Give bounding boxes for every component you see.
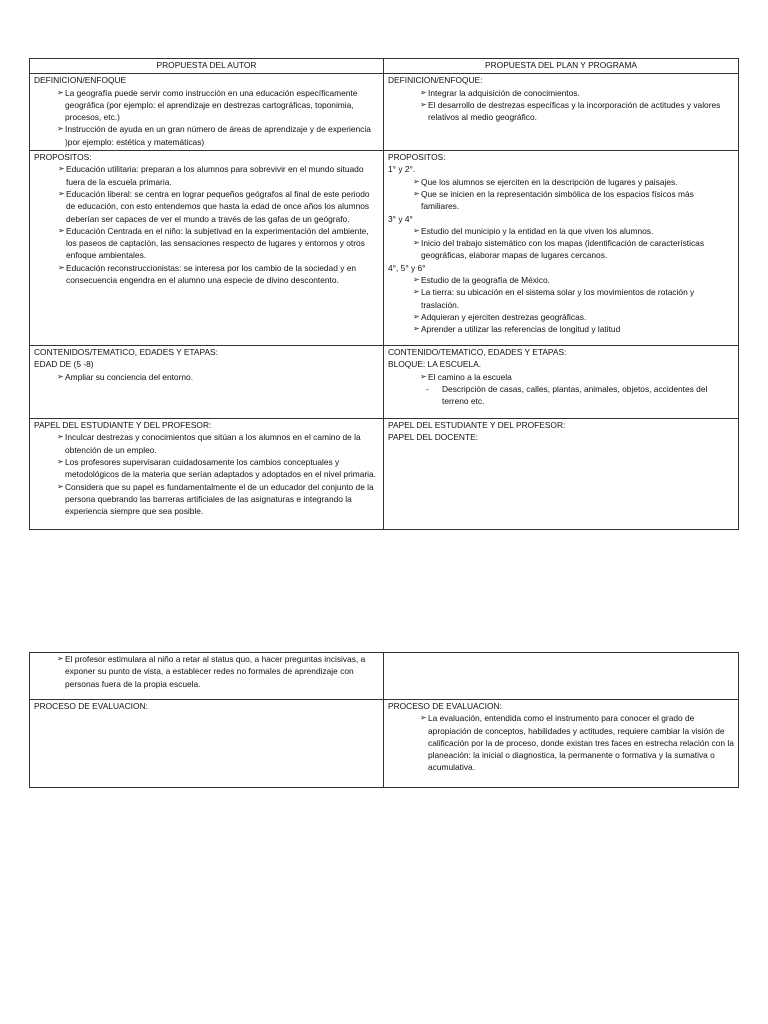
list-item: ➢ La tierra: su ubicación en el sistema solar y los movimientos de rotación y traslación. bbox=[413, 287, 695, 310]
list-item: ➢ Inculcar destrezas y conocimientos que sitúan a los alumnos en el camino de la obtención de un empleo. bbox=[57, 432, 361, 455]
bullet-list bbox=[34, 653, 379, 690]
grade-label: 4°, 5° y 6° bbox=[388, 262, 426, 273]
list-item: ➢ Que se inicien en la representación simbólica de los espacios físicos más familiares. bbox=[413, 188, 694, 212]
cell-eval-plan bbox=[384, 700, 739, 788]
arrow-bullet-icon: ➢ bbox=[57, 87, 64, 97]
arrow-bullet-icon: ➢ bbox=[413, 238, 420, 248]
bullet-list bbox=[34, 87, 379, 148]
cell-papel-plan bbox=[384, 419, 739, 530]
bullet-list bbox=[388, 176, 734, 213]
grade-label: 1° y 2°. bbox=[388, 164, 416, 175]
bullet-list bbox=[388, 712, 734, 773]
bullet-list bbox=[388, 225, 734, 262]
row-papel-continued bbox=[30, 653, 739, 700]
dash-bullet: - bbox=[426, 383, 429, 394]
cell-def-plan bbox=[384, 74, 739, 151]
age-label: EDAD DE (5 -8) bbox=[34, 359, 94, 370]
cell-cont-author bbox=[30, 346, 384, 419]
list-item: ➢ Los profesores supervisaran cuidadosamente los cambios conceptuales y metodológicos de la materia que serían adaptados y adoptados en el nivel primaria. bbox=[57, 456, 376, 480]
list-item: ➢ Estudio del municipio y la entidad en la que viven los alumnos. bbox=[413, 225, 654, 236]
arrow-bullet-icon: ➢ bbox=[413, 176, 420, 186]
bullet-list bbox=[34, 371, 379, 383]
section-title: PROPOSITOS: bbox=[34, 152, 92, 163]
row-definicion bbox=[30, 74, 739, 151]
section-title: CONTENIDO/TEMATICO, EDADES Y ETAPAS: bbox=[388, 347, 567, 358]
section-title: PAPEL DEL ESTUDIANTE Y DEL PROFESOR: bbox=[388, 420, 566, 431]
arrow-bullet-icon: ➢ bbox=[413, 311, 420, 321]
arrow-bullet-icon: ➢ bbox=[57, 371, 64, 381]
arrow-bullet-icon: ➢ bbox=[413, 324, 420, 334]
grade-label: 3° y 4° bbox=[388, 213, 413, 224]
arrow-bullet-icon: ➢ bbox=[420, 87, 427, 97]
bullet-list bbox=[388, 371, 734, 383]
arrow-bullet-icon: ➢ bbox=[413, 225, 420, 235]
cell-papel-author-cont bbox=[30, 653, 384, 700]
arrow-bullet-icon: ➢ bbox=[57, 456, 64, 466]
comparison-table-page2 bbox=[29, 652, 739, 788]
list-item: ➢ Aprender a utilizar las referencias de longitud y latitud bbox=[413, 324, 621, 335]
arrow-bullet-icon: ➢ bbox=[58, 164, 65, 174]
dash-list bbox=[388, 383, 734, 408]
arrow-bullet-icon: ➢ bbox=[413, 275, 420, 285]
list-item: ➢ Educación utilitaria: preparan a los alumnos para sobrevivir en el mundo situado fuera de la escuela primaria. bbox=[58, 164, 364, 187]
list-item: ➢ El desarrollo de destrezas específicas y la incorporación de actitudes y valores relativos al medio geográfico. bbox=[420, 99, 721, 123]
list-item: - Descripción de casas, calles, plantas, animales, objetos, accidentes del terreno etc. bbox=[426, 383, 708, 407]
cell-prop-author bbox=[30, 151, 384, 346]
bullet-list bbox=[34, 431, 379, 517]
arrow-bullet-icon: ➢ bbox=[57, 432, 64, 442]
teacher-label: PAPEL DEL DOCENTE: bbox=[388, 432, 478, 443]
cell-def-author bbox=[30, 74, 384, 151]
arrow-bullet-icon: ➢ bbox=[57, 654, 64, 663]
list-item: ➢ La evaluación, entendida como el instrumento para conocer el grado de apropiación de conceptos, habilidades y actitudes, requiere cambiar la visión de calificación por la de proceso, donde existan tres faces en estrecha relación con la planeación: la inicial o diagnostica, la permanente o formativa y la sumativa o acumulativa. bbox=[420, 713, 734, 773]
list-item: ➢ Inicio del trabajo sistemático con los mapas (identificación de características geográficas, elaborar mapas de lugares cercanos. bbox=[413, 238, 705, 261]
arrow-bullet-icon: ➢ bbox=[58, 262, 65, 272]
list-item: ➢ Educación reconstruccionistas: se interesa por los cambio de la sociedad y en consecuencia engendra en el alumno una especie de divino descontento. bbox=[58, 262, 357, 286]
header-plan: PROPUESTA DEL PLAN Y PROGRAMA bbox=[384, 59, 739, 74]
arrow-bullet-icon: ➢ bbox=[57, 124, 64, 134]
row-papel bbox=[30, 419, 739, 530]
list-item: ➢ La geografía puede servir como instrucción en una educación específicamente geográfica (por ejemplo: el aprendizaje en destrezas cartográficas, toponimia, procesos, etc.) bbox=[57, 87, 358, 123]
row-contenidos bbox=[30, 346, 739, 419]
arrow-bullet-icon: ➢ bbox=[420, 99, 427, 109]
block-label: BLOQUE: LA ESCUELA. bbox=[388, 359, 482, 370]
section-title: PROCESO DE EVALUACION: bbox=[388, 701, 502, 711]
list-item: ➢ Integrar la adquisición de conocimientos. bbox=[420, 87, 580, 98]
list-item: ➢ Instrucción de ayuda en un gran número de áreas de aprendizaje y de experiencia )por ejemplo: estética y matemáticas) bbox=[57, 124, 371, 147]
arrow-bullet-icon: ➢ bbox=[57, 481, 64, 491]
arrow-bullet-icon: ➢ bbox=[413, 188, 420, 198]
cell-prop-plan bbox=[384, 151, 739, 346]
list-item: ➢ El profesor estimulara al niño a retar al status quo, a hacer preguntas incisivas, a exponer su punto de vista, a establecer redes no formales de aprendizaje con personas fuera de la propia escuela. bbox=[57, 654, 366, 689]
list-item: ➢ Ampliar su conciencia del entorno. bbox=[57, 371, 194, 382]
section-title: DEFINICION/ENFOQUE bbox=[34, 75, 127, 86]
arrow-bullet-icon: ➢ bbox=[420, 371, 427, 381]
arrow-bullet-icon: ➢ bbox=[413, 287, 420, 297]
arrow-bullet-icon: ➢ bbox=[58, 188, 65, 198]
row-propositos bbox=[30, 151, 739, 346]
cell-papel-author bbox=[30, 419, 384, 530]
section-title: PROCESO DE EVALUACION: bbox=[34, 701, 148, 711]
header-row bbox=[30, 59, 739, 74]
list-item: ➢ Que los alumnos se ejerciten en la descripción de lugares y paisajes. bbox=[413, 176, 678, 187]
list-item: ➢ Estudio de la geografía de México. bbox=[413, 275, 550, 286]
bullet-list bbox=[34, 163, 379, 286]
header-author: PROPUESTA DEL AUTOR bbox=[30, 59, 384, 74]
cell-cont-plan bbox=[384, 346, 739, 419]
section-title: PROPOSITOS: bbox=[388, 152, 446, 163]
list-item: ➢ El camino a la escuela bbox=[420, 371, 512, 382]
bullet-list bbox=[388, 274, 734, 335]
bullet-list bbox=[388, 87, 734, 124]
list-item: ➢ Adquieran y ejerciten destrezas geográficas. bbox=[413, 311, 587, 322]
cell-eval-author bbox=[30, 700, 384, 788]
section-title: CONTENIDOS/TEMATICO, EDADES Y ETAPAS: bbox=[34, 347, 218, 358]
list-item: ➢ Educación Centrada en el niño: la subjetivad en la experimentación del ambiente, los paseos de captación, las sensaciones respecto de lugares y entornos y otros enfoque ambientales. bbox=[58, 225, 369, 261]
row-evaluacion bbox=[30, 700, 739, 788]
cell-papel-plan-cont bbox=[384, 653, 739, 700]
arrow-bullet-icon: ➢ bbox=[420, 713, 427, 723]
section-title: DEFINICION/ENFOQUE: bbox=[388, 75, 483, 86]
list-item: ➢ Educación liberal: se centra en lograr pequeños geógrafos al final de este periodo de educación, con esto entendemos que hasta la edad de once años los alumnos deberían ser capaces de ver el mundo a través de las gafas de un geógrafo. bbox=[58, 188, 370, 224]
arrow-bullet-icon: ➢ bbox=[58, 225, 65, 235]
comparison-table-page1 bbox=[29, 58, 739, 530]
section-title: PAPEL DEL ESTUDIANTE Y DEL PROFESOR: bbox=[34, 420, 212, 431]
list-item: ➢ Considera que su papel es fundamentalmente el de un educador del conjunto de la persona quebrando las barreras artificiales de las asignaturas e integrando la experiencia siempre que sea posible. bbox=[57, 481, 374, 517]
